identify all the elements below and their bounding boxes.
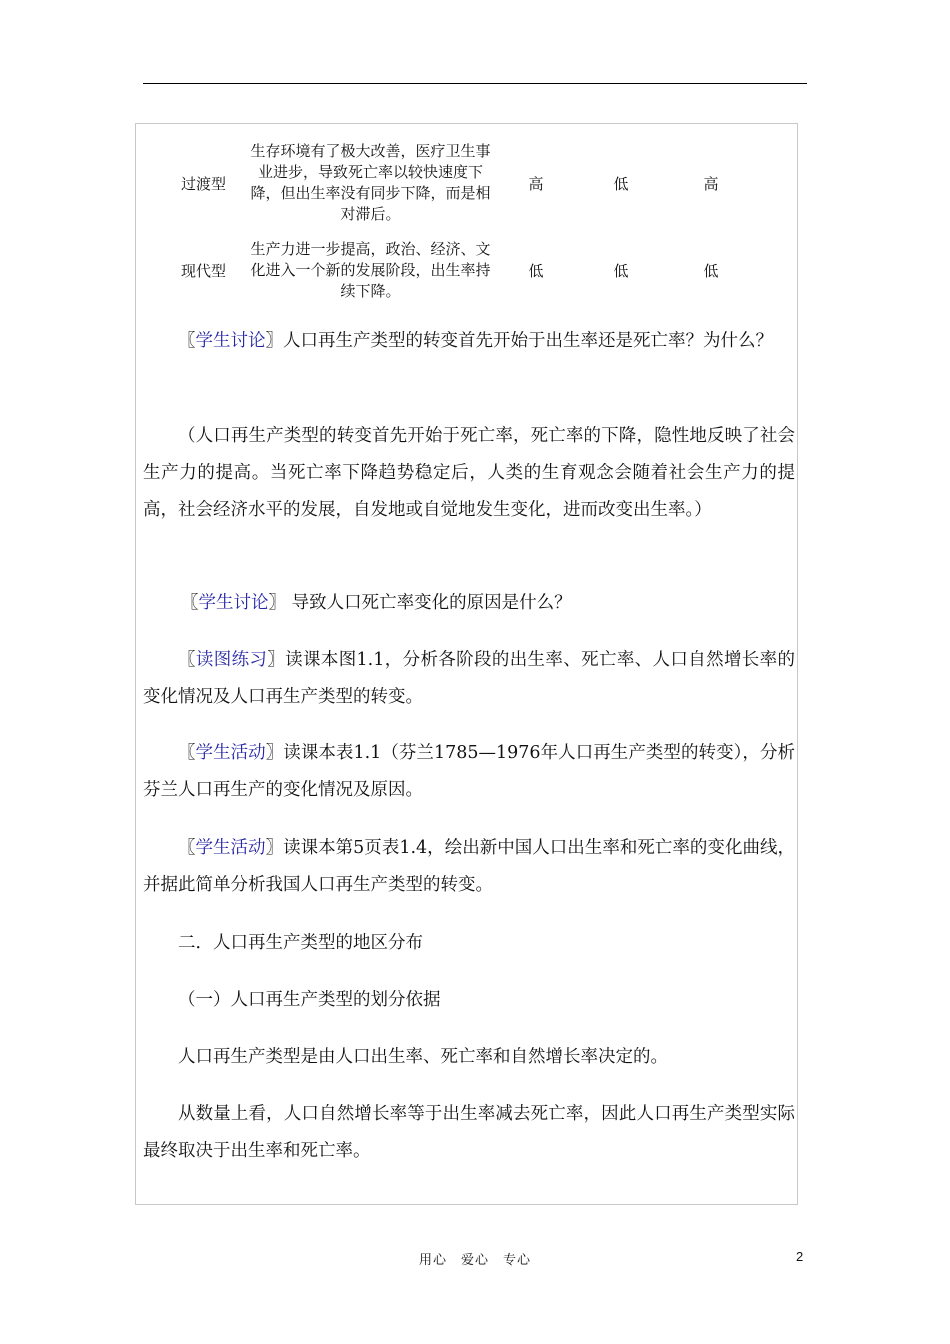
birth-rate-cell: 低 (528, 261, 544, 280)
discussion-paragraph: 〖学生讨论〗 导致人口死亡率变化的原因是什么？ (181, 593, 572, 613)
discussion-paragraph: 〖学生讨论〗人口再生产类型的转变首先开始于出生率还是死亡率？为什么？ (178, 331, 773, 351)
paragraph-text: （人口再生产类型的转变首先开始于死亡率，死亡率的下降，隐性地反映了社会生产力的提高。当死亡率下降趋势稳定后，人类的生育观念会随着社会生产力的提高，社会经济水平的发展，自发地或自觉地发生变化，进而改变出生率。） (143, 426, 795, 520)
type-cell: 过渡型 (180, 174, 226, 193)
paragraph-text: 人口再生产类型的转变首先开始于出生率还是死亡率？为什么？ (283, 331, 773, 351)
header-rule (143, 83, 807, 84)
reading-paragraph: 〖读图练习〗读课本图1.1，分析各阶段的出生率、死亡率、人口自然增长率的变化情况及人口再生产类型的转变。 (143, 650, 796, 707)
subsection-heading (143, 982, 795, 1019)
paragraph-text: 从数量上看，人口自然增长率等于出生率减去死亡率，因此人口再生产类型实际最终取决于出生率和死亡率。 (143, 1104, 795, 1161)
activity-paragraph: 〖学生活动〗读课本表1.1（芬兰1785—1976年人口再生产类型的转变），分析芬兰人口再生产的变化情况及原因。 (143, 743, 795, 800)
activity-paragraph: 〖学生活动〗读课本第5页表1.4，绘出新中国人口出生率和死亡率的变化曲线，并据此简单分析我国人口再生产类型的转变。 (143, 838, 795, 895)
page-number: 2 (796, 1249, 804, 1264)
death-rate-cell: 低 (613, 174, 629, 193)
table-row (136, 133, 796, 233)
section-tag: 读图练习 (195, 650, 268, 670)
heading-text: （一）人口再生产类型的划分依据 (178, 990, 441, 1010)
footer-motto: 用心 爱心 专心 (418, 1253, 531, 1268)
paragraph-text: 读课本表1.1（芬兰1785—1976年人口再生产类型的转变），分析芬兰人口再生产的变化情况及原因。 (143, 743, 795, 800)
body-paragraph (143, 1039, 795, 1076)
answer-paragraph (143, 418, 795, 529)
description-cell: 生存环境有了极大改善，医疗卫生事业进步，导致死亡率以较快速度下降，但出生率没有同步下降，而是相对滞后。 (250, 142, 491, 223)
paragraph-text: 导致人口死亡率变化的原因是什么？ (291, 593, 572, 613)
section-tag: 学生活动 (195, 838, 266, 858)
type-cell: 现代型 (180, 261, 226, 280)
paragraph-text: 读课本图1.1，分析各阶段的出生率、死亡率、人口自然增长率的变化情况及人口再生产类型的转变。 (143, 650, 796, 707)
section-tag: 学生讨论 (198, 593, 269, 613)
description-cell: 生产力进一步提高，政治、经济、文化进入一个新的发展阶段，出生率持续下降。 (250, 239, 491, 300)
paragraph-text: 人口再生产类型是由人口出生率、死亡率和自然增长率决定的。 (178, 1047, 668, 1067)
section-heading (143, 925, 795, 962)
table-row (136, 236, 796, 304)
heading-text: 二．人口再生产类型的地区分布 (178, 933, 423, 953)
body-paragraph (143, 1096, 795, 1170)
paragraph-text: 读课本第5页表1.4，绘出新中国人口出生率和死亡率的变化曲线，并据此简单分析我国人口再生产类型的转变。 (143, 838, 795, 895)
section-tag: 学生讨论 (195, 331, 266, 351)
growth-rate-cell: 低 (703, 261, 719, 280)
growth-rate-cell: 高 (703, 174, 719, 193)
section-tag: 学生活动 (195, 743, 266, 763)
death-rate-cell: 低 (613, 261, 629, 280)
birth-rate-cell: 高 (528, 174, 544, 193)
